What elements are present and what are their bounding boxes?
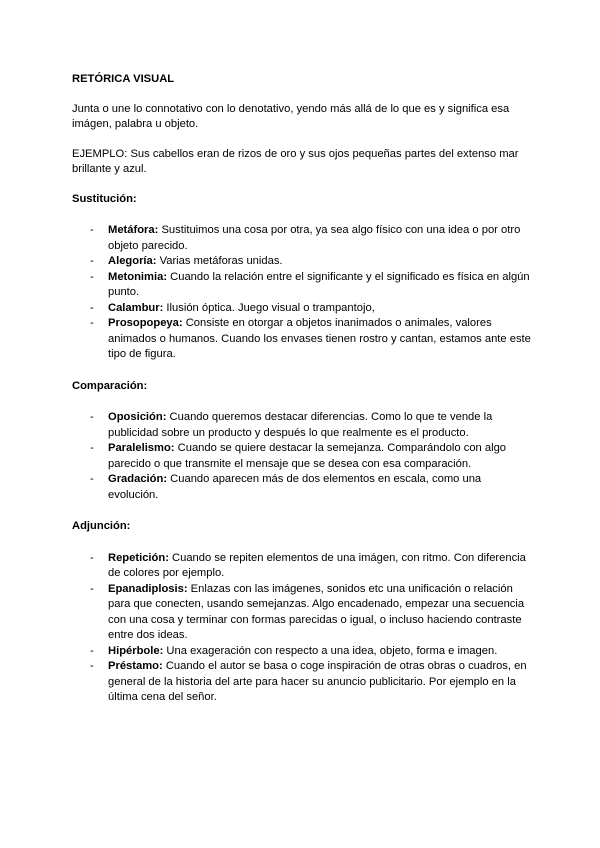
term-description: Sustituimos una cosa por otra, ya sea algo físico con una idea o por otro objeto parecido.	[108, 224, 521, 252]
term-description: Ilusión óptica. Juego visual o trampantojo,	[163, 301, 375, 314]
term-description: Cuando el autor se basa o coge inspiración de otras obras o cuadros, en general de la historia del arte para hacer su anuncio publicitario. Por ejemplo en la última cena del señor.	[108, 660, 527, 703]
document-title: RETÓRICA VISUAL	[72, 73, 175, 85]
term-description: Cuando queremos destacar diferencias. Como lo que te vende la publicidad sobre un producto y después lo que realmente es el producto.	[108, 411, 493, 439]
section-list-adjuncion	[72, 551, 532, 706]
list-item	[72, 441, 532, 472]
list-item	[72, 254, 532, 270]
term-description: Cuando aparecen más de dos elementos en escala, como una evolución.	[108, 473, 482, 501]
list-item	[72, 551, 532, 582]
term-label: Epanadiplosis:	[108, 582, 188, 595]
section-list-sustitucion	[72, 223, 532, 363]
term-label: Alegoría:	[108, 255, 157, 267]
list-item	[72, 410, 532, 441]
bullet-dash: -	[90, 473, 94, 485]
term-description: Cuando la relación entre el significante y el significado es física en algún punto.	[108, 270, 530, 298]
bullet-dash: -	[90, 551, 94, 564]
list-item	[72, 270, 532, 301]
bullet-dash: -	[90, 301, 94, 314]
term-label: Metonimia:	[108, 270, 168, 283]
bullet-dash: -	[90, 270, 94, 283]
document-body	[72, 72, 532, 722]
term-description: Enlazas con las imágenes, sonidos etc una unificación o relación para que conecten, usando semejanzas. Algo encadenado, empezar una secuencia con una cosa y terminar con formas parecidas o igual, o incluso haciendo contraste entre dos ideas.	[108, 582, 525, 641]
bullet-dash: -	[90, 317, 94, 329]
bullet-dash: -	[90, 442, 94, 454]
term-label: Oposición:	[108, 411, 167, 423]
bullet-dash: -	[90, 644, 94, 657]
term-description: Una exageración con respecto a una idea, objeto, forma e imagen.	[163, 644, 498, 657]
list-item	[72, 472, 532, 503]
section-heading-sustitucion: Sustitución:	[72, 192, 137, 205]
bullet-dash: -	[90, 660, 94, 672]
list-item	[72, 316, 532, 363]
section-heading-adjuncion: Adjunción:	[72, 520, 131, 532]
term-label: Paralelismo:	[108, 442, 175, 454]
term-description: Cuando se repiten elementos de una imágen, con ritmo. Con diferencia de colores por ejemplo.	[108, 551, 526, 579]
term-description: Cuando se quiere destacar la semejanza. Comparándolo con algo parecido o que transmite el mensaje que se desea con esa comparación.	[108, 442, 507, 470]
bullet-dash: -	[90, 411, 94, 423]
bullet-dash: -	[90, 224, 94, 236]
term-label: Prosopopeya:	[108, 317, 183, 329]
intro-paragraph: Junta o une lo connotativo con lo denotativo, yendo más allá de lo que es y significa esa imágen, palabra u objeto.	[72, 102, 510, 130]
list-item	[72, 223, 532, 254]
list-item	[72, 659, 532, 706]
section-list-comparacion	[72, 410, 532, 503]
term-description: Varias metáforas unidas.	[156, 255, 283, 267]
term-label: Calambur:	[108, 301, 164, 314]
bullet-dash: -	[90, 255, 94, 267]
term-label: Repetición:	[108, 551, 169, 564]
example-paragraph: EJEMPLO: Sus cabellos eran de rizos de oro y sus ojos pequeñas partes del extenso mar brillante y azul.	[72, 147, 519, 175]
list-item	[72, 301, 532, 317]
list-item	[72, 644, 532, 660]
term-label: Préstamo:	[108, 660, 163, 672]
list-item	[72, 582, 532, 644]
term-description: Consiste en otorgar a objetos inanimados o animales, valores animados o humanos. Cuando los envases tienen rostro y cantan, estamos ante este tipo de figura.	[108, 317, 531, 360]
term-label: Gradación:	[108, 473, 168, 485]
term-label: Metáfora:	[108, 224, 159, 236]
section-heading-comparacion: Comparación:	[72, 379, 148, 392]
term-label: Hipérbole:	[108, 644, 164, 657]
bullet-dash: -	[90, 582, 94, 595]
